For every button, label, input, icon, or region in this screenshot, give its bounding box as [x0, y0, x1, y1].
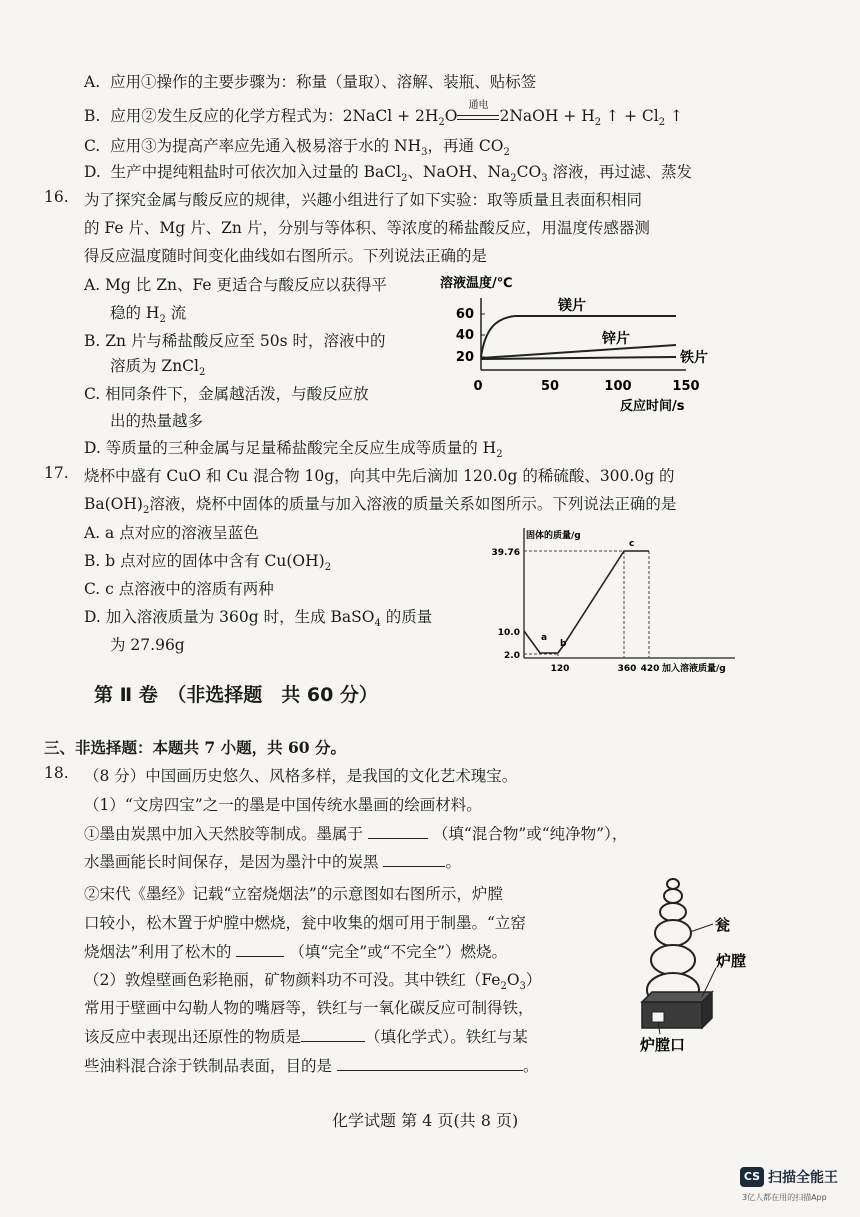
label-leader: [690, 924, 713, 932]
answer-blank[interactable]: [236, 942, 284, 957]
subscript: 3: [421, 147, 428, 159]
subscript: 2: [324, 562, 332, 574]
question-stem: [84, 492, 676, 516]
q18-line: [84, 940, 507, 962]
option-text: CO: [516, 163, 542, 181]
q18-line: [84, 968, 541, 992]
q15-option-d: [84, 160, 692, 184]
stem-text: 溶液，烧杯中固体的质量与加入溶液的质量关系如图所示。下列说法正确的是: [149, 495, 677, 513]
option-text: 流: [165, 304, 187, 322]
q18-text: （填化学式）。铁红与某: [365, 1028, 528, 1046]
subscript: 3: [541, 173, 548, 185]
subscript: 3: [519, 981, 526, 993]
chart16-xtick: 50: [540, 379, 560, 394]
question-number: 18.: [44, 764, 69, 782]
question-number: 17.: [44, 464, 69, 482]
kiln-jar: [660, 903, 686, 921]
subscript: 2: [159, 314, 166, 326]
section-title: 第 Ⅱ 卷 （非选择题 共 60 分）: [94, 684, 378, 706]
question-stem: 得反应温度随时间变化曲线如右图所示。下列说法正确的是: [84, 247, 488, 265]
q17-option-d: [84, 605, 432, 629]
chart17-ylabel: 固体的质量/g: [526, 531, 581, 541]
chart17-xtick: 120: [550, 664, 570, 674]
chart17-ytick: 10.0: [497, 628, 520, 638]
chart17-xlabel: 加入溶液质量/g: [662, 664, 726, 674]
q17-option-a: A. a 点对应的溶液呈蓝色: [84, 524, 259, 542]
q18-line: [84, 822, 627, 844]
furnace-top: [642, 992, 712, 1002]
subscript: 2: [594, 117, 602, 129]
option-text: 溶液，再过滤、蒸发: [547, 163, 693, 181]
chart16-ytick: 20: [455, 350, 474, 365]
answer-blank[interactable]: [368, 824, 428, 839]
q18-line: [84, 850, 461, 872]
question-stem: 的 Fe 片、Mg 片、Zn 片，分别与等体积、等浓度的稀盐酸反应，用温度传感器测: [84, 219, 650, 237]
q18-text: ①墨由炭黑中加入天然胶等制成。墨属于: [84, 825, 364, 843]
kiln-label: 炉膛口: [640, 1036, 686, 1052]
q18-text: O: [506, 971, 520, 989]
q18-text: （填“完全”或“不完全”）燃烧。: [289, 943, 508, 961]
question-stem: 烧杯中盛有 CuO 和 Cu 混合物 10g，向其中先后滴加 120.0g 的稀硫酸、300.0g 的: [84, 467, 675, 485]
subscript: 2: [658, 117, 666, 129]
q18-line: [84, 1025, 528, 1047]
chart16-xtick: 150: [672, 379, 700, 394]
q18-line: ②宋代《墨经》记载“立窑烧烟法”的示意图如右图所示，炉膛: [84, 885, 503, 903]
kiln-jar: [655, 920, 691, 946]
option-text: 应用②发生反应的化学方程式为：2NaCl + 2H: [110, 107, 439, 125]
chart17-xtick: 360: [617, 664, 637, 674]
q18-text: 烧烟法”利用了松木的: [84, 943, 232, 961]
q16-option-c-cont: 出的热量越多: [110, 412, 204, 430]
option-text: D. 加入溶液质量为 360g 时，生成 BaSO: [84, 608, 375, 626]
chart16-ytick: 60: [455, 307, 474, 322]
subscript: 2: [503, 147, 510, 159]
question-stem: （8 分）中国画历史悠久、风格多样，是我国的文化艺术瑰宝。: [84, 767, 518, 785]
kiln-label: 炉膛: [716, 952, 747, 970]
q18-line: 口较小，松木置于炉膛中燃烧，瓮中收集的烟可用于制墨。“立窑: [84, 914, 526, 932]
chart17-ytick: 2.0: [504, 651, 520, 661]
option-label: D.: [84, 163, 101, 181]
chart17-ytick: 39.76: [491, 548, 520, 558]
answer-blank[interactable]: [301, 1027, 365, 1042]
q18-text: （2）敦煌壁画色彩艳丽，矿物颜料功不可没。其中铁红（Fe: [84, 971, 501, 989]
chart17-point-label: b: [560, 639, 567, 649]
q15-option-b: [84, 100, 683, 129]
chart17-solid-mass-curve: [490, 518, 750, 676]
chart17-point-label: c: [629, 539, 635, 549]
condition-text: 通电: [468, 100, 489, 111]
watermark-app-name: 扫描全能王: [768, 1170, 838, 1186]
q18-line: [84, 1054, 538, 1076]
subscript: 2: [401, 173, 408, 185]
q18-text: 。: [445, 853, 461, 871]
q15-option-a: [84, 70, 536, 92]
option-text: 生产中提纯粗盐时可依次加入过量的 BaCl: [110, 163, 402, 181]
option-label: B.: [84, 107, 101, 125]
stem-text: Ba(OH): [84, 495, 143, 513]
kiln-label: 瓮: [715, 916, 731, 934]
watermark-tagline: 3亿人都在用的扫描App: [742, 1193, 827, 1202]
chart17-point-label: a: [541, 633, 548, 643]
option-text: ↑ + Cl: [601, 107, 659, 125]
q17-option-c: C. c 点溶液中的溶质有两种: [84, 580, 274, 598]
subscript: 2: [510, 173, 517, 185]
q15-option-c: [84, 134, 510, 158]
option-label: A.: [84, 73, 101, 91]
chart16-ytick: 40: [455, 328, 474, 343]
option-text: 溶质为 ZnCl: [110, 357, 199, 375]
kiln-jar: [664, 889, 682, 903]
chart17-xtick: 420: [640, 664, 660, 674]
chart16-xtick: 100: [604, 379, 632, 394]
furnace-mouth: [652, 1012, 664, 1022]
q18-part1: （1）“文房四宝”之一的墨是中国传统水墨画的绘画材料。: [84, 796, 482, 814]
option-text: ，再通 CO: [427, 137, 504, 155]
option-text: D. 等质量的三种金属与足量稀盐酸完全反应生成等质量的 H: [84, 439, 497, 457]
kiln-figure: [630, 862, 760, 1052]
answer-blank[interactable]: [383, 852, 445, 867]
chart16-ylabel: 溶液温度/℃: [440, 276, 513, 291]
q16-option-a-cont: [110, 301, 186, 325]
subscript: 2: [500, 981, 507, 993]
chart16-series-label: 镁片: [558, 298, 586, 314]
page-footer: 化学试题 第 4 页(共 8 页): [332, 1111, 519, 1130]
q17-option-b: [84, 549, 331, 573]
option-text: B. b 点对应的固体中含有 Cu(OH): [84, 552, 325, 570]
question-number: 16.: [44, 188, 69, 206]
kiln-jar: [651, 945, 695, 975]
option-text: O: [444, 107, 458, 125]
equals-sign: [457, 115, 499, 120]
q17-option-d-cont: 为 27.96g: [110, 636, 185, 654]
part-title: 三、非选择题：本题共 7 小题，共 60 分。: [44, 738, 346, 757]
furnace-front: [642, 1002, 702, 1028]
q18-text: ）: [525, 971, 542, 989]
q16-option-c: C. 相同条件下，金属越活泼，与酸反应放: [84, 385, 369, 403]
chart16-temperature-curve: [440, 270, 710, 420]
q18-text: 该反应中表现出还原性的物质是: [84, 1028, 302, 1046]
option-text: 2NaOH + H: [499, 107, 595, 125]
subscript: 2: [438, 117, 445, 129]
chart16-series-fe: [481, 357, 676, 359]
option-label: C.: [84, 137, 101, 155]
subscript: 2: [199, 367, 206, 379]
kiln-furnace: [642, 992, 712, 1028]
question-stem: 为了探究金属与酸反应的规律，兴趣小组进行了如下实验：取等质量且表面积相同: [84, 191, 643, 209]
subscript: 4: [374, 618, 381, 630]
subscript: 2: [142, 505, 150, 517]
option-text: 应用①操作的主要步骤为：称量（量取）、溶解、装瓶、贴标签: [109, 73, 537, 91]
subscript: 2: [496, 449, 503, 461]
chart16-series-label: 铁片: [680, 350, 708, 366]
answer-blank[interactable]: [337, 1056, 523, 1071]
camscanner-logo: CS: [740, 1167, 764, 1187]
chart16-xlabel: 反应时间/s: [620, 399, 685, 414]
q16-option-b: B. Zn 片与稀盐酸反应至 50s 时，溶液中的: [84, 332, 386, 350]
option-text: 的质量: [380, 608, 433, 626]
q18-line: 常用于壁画中勾勒人物的嘴唇等，铁红与一氧化碳反应可制得铁，: [84, 999, 534, 1017]
q16-option-b-cont: [110, 354, 205, 378]
q18-text: 水墨画能长时间保存，是因为墨汁中的炭黑: [84, 853, 379, 871]
equation-condition: [457, 100, 499, 125]
option-text: 稳的 H: [110, 304, 160, 322]
option-text: 、NaOH、Na: [407, 163, 511, 181]
option-text: ↑: [665, 107, 683, 125]
chart16-series-zn: [481, 345, 676, 358]
chart16-series-label: 锌片: [602, 331, 630, 347]
q16-option-d: [84, 436, 503, 460]
chart16-xtick: 0: [473, 379, 483, 394]
kiln-smoke: [667, 879, 679, 889]
q18-text: （填“混合物”或“纯净物”），: [432, 825, 628, 843]
q16-option-a: A. Mg 比 Zn、Fe 更适合与酸反应以获得平: [84, 276, 387, 294]
q18-text: 。: [522, 1057, 539, 1075]
q18-text: 些油料混合涂于铁制品表面，目的是: [84, 1057, 333, 1075]
option-text: 应用③为提高产率应先通入极易溶于水的 NH: [110, 137, 422, 155]
kiln-jars: [647, 879, 699, 1007]
